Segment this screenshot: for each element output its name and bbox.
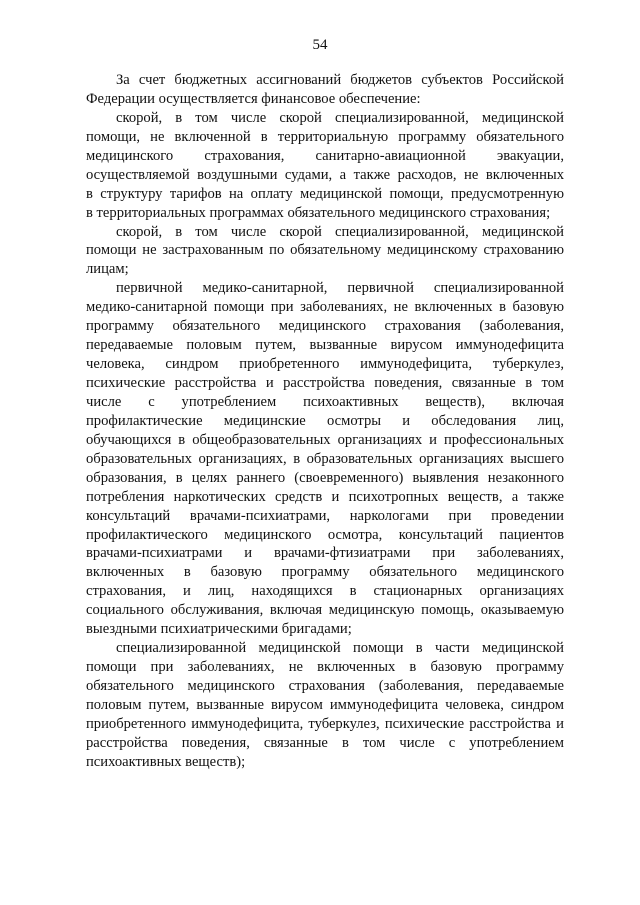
page-number: 54 xyxy=(312,37,328,53)
text-line: числе с употреблением психоактивных веществ), включая xyxy=(86,393,564,410)
text-line: приобретенного иммунодефицита, туберкулез, психические расстройства и xyxy=(86,715,564,732)
text-line: помощи, не включенной в территориальную программу обязательного xyxy=(86,128,564,145)
text-line: медико-санитарной помощи при заболеваниях, не включенных в базовую xyxy=(86,299,564,316)
text-line: медицинского страхования, санитарно-авиационной эвакуации, xyxy=(86,147,564,164)
paragraph-specialized-care xyxy=(86,639,564,772)
text-line: человека, синдром приобретенного иммунодефицита, туберкулез, xyxy=(86,356,564,373)
text-line: помощи при заболеваниях, не включенных в базовую программу xyxy=(86,659,564,676)
text-line: расстройства поведения, связанные в том числе с употреблением xyxy=(86,734,564,751)
text-line: скорой, в том числе скорой специализированной, медицинской xyxy=(116,109,564,126)
text-line: выездными психиатрическими бригадами; xyxy=(86,621,352,638)
document-body xyxy=(86,71,564,772)
text-line: осуществляемой воздушными судами, а также расходов, не включенных xyxy=(86,166,564,183)
text-line: программу обязательного медицинского страхования (заболевания, xyxy=(86,318,564,335)
text-line: консультаций врачами-психиатрами, наркологами при проведении xyxy=(86,507,564,524)
text-line: обучающихся в общеобразовательных организациях и профессиональных xyxy=(86,431,564,448)
text-line: психоактивных веществ); xyxy=(86,753,246,770)
paragraph-emergency-uninsured xyxy=(86,223,564,280)
text-line: профилактического медицинского осмотра, консультаций пациентов xyxy=(86,526,564,543)
text-line: половым путем, вызванные вирусом иммунодефицита человека, синдром xyxy=(86,696,564,713)
text-line: психические расстройства и расстройства поведения, связанные в том xyxy=(86,375,564,391)
text-line: в структуру тарифов на оплату медицинской помощи, предусмотренную xyxy=(86,185,564,202)
text-line: помощи не застрахованным по обязательному медицинскому страхованию xyxy=(86,242,564,259)
text-line: социального обслуживания, включая медицинскую помощь, оказываемую xyxy=(86,602,564,619)
text-line: обязательного медицинского страхования (заболевания, передаваемые xyxy=(86,678,564,694)
text-line: передаваемые половым путем, вызванные вирусом иммунодефицита xyxy=(86,337,564,354)
text-line: профилактические медицинские осмотры и обследования лиц, xyxy=(86,412,564,429)
text-line: лицам; xyxy=(86,261,129,278)
text-line: первичной медико-санитарной, первичной специализированной xyxy=(116,280,564,297)
paragraph-intro xyxy=(86,71,564,109)
text-line: врачами-психиатрами и врачами-фтизиатрами при заболеваниях, xyxy=(86,545,564,562)
text-line: образования, в целях раннего (своевременного) выявления незаконного xyxy=(86,469,564,486)
text-line: включенных в базовую программу обязательного медицинского xyxy=(86,564,564,581)
text-line: скорой, в том числе скорой специализированной, медицинской xyxy=(116,223,564,240)
text-line: страхования, и лиц, находящихся в стационарных организациях xyxy=(86,583,564,600)
text-line: в территориальных программах обязательного медицинского страхования; xyxy=(86,204,551,221)
text-line: образовательных организациях, в образовательных организациях высшего xyxy=(86,450,564,467)
text-line: За счет бюджетных ассигнований бюджетов субъектов Российской xyxy=(116,72,564,88)
paragraph-emergency-aviation xyxy=(86,109,564,223)
text-line: потребления наркотических средств и психотропных веществ, а также xyxy=(86,488,564,505)
text-line: Федерации осуществляется финансовое обеспечение: xyxy=(86,90,421,107)
paragraph-primary-care xyxy=(86,279,564,639)
text-line: специализированной медицинской помощи в части медицинской xyxy=(116,640,564,657)
